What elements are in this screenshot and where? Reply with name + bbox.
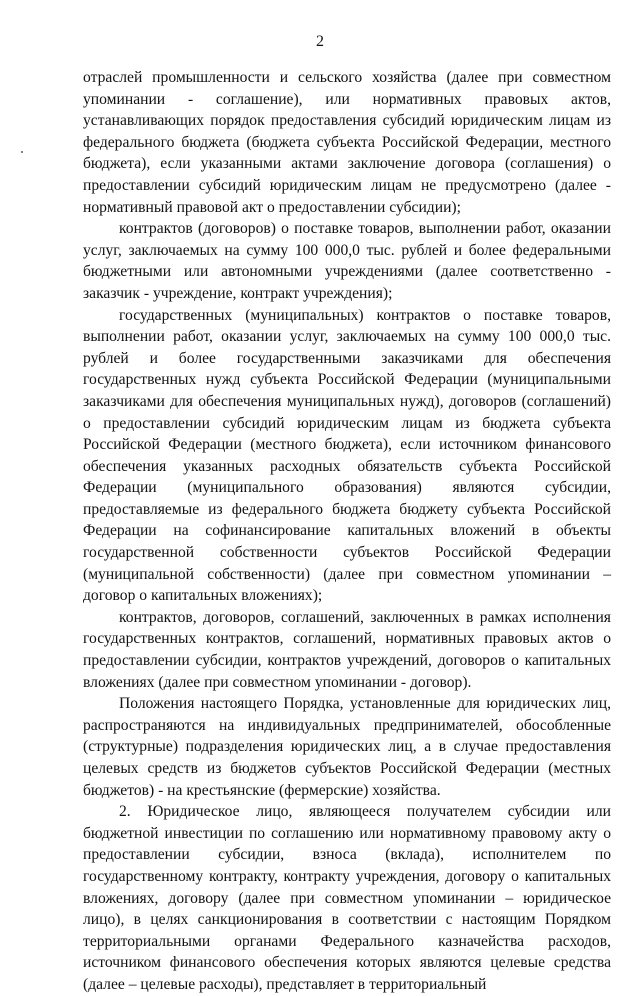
body-text <box>83 67 611 996</box>
scan-speck <box>21 151 23 153</box>
paragraph-item-2: 2. Юридическое лицо, являющееся получателем субсидии или бюджетной инвестиции по соглашению или нормативному правовому акту о предоставлении субсидии, взноса (вклада), исполнителем по государственному контракту, контракту учреждения, договору о капитальных вложениях, договору (далее при совместном упоминании – юридическое лицо), в целях санкционирования в соответствии с настоящим Порядком территориальными органами Федерального казначейства расходов, источником финансового обеспечения которых являются целевые средства (далее – целевые расходы), представляет в территориальный <box>83 803 611 993</box>
paragraph-continuation: отраслей промышленности и сельского хозяйства (далее при совместном упоминании - соглашение), или нормативных правовых актов, устанавливающих порядок предоставления субсидий юридическим лицам из федерального бюджета (бюджета субъекта Российской Федерации, местного бюджета), если указанными актами заключение договора (соглашения) о предоставлении субсидий юридическим лицам не предусмотрено (далее - нормативный правовой акт о предоставлении субсидии); <box>83 69 611 216</box>
paragraph-state-contracts: государственных (муниципальных) контрактов о поставке товаров, выполнении работ, оказании услуг, заключаемых на сумму 100 000,0 тыс. рублей и более государственными заказчиками для обеспечения государственных нужд субъекта Российской Федерации (муниципальными заказчиками для обеспечения муниципальных нужд), договоров (соглашений) о предоставлении субсидий юридическим лицам из бюджета субъекта Российской Федерации (местного бюджета), если источником финансового обеспечения указанных расходных обязательств субъекта Российской Федерации (муниципального образования) являются субсидии, предоставляемые из федерального бюджета бюджету субъекта Российской Федерации на софинансирование капитальных вложений в объекты государственной собственности субъектов Российской Федерации (муниципальной собственности) (далее при совместном упоминании – договор о капитальных вложениях); <box>83 306 611 605</box>
page-number: 2 <box>316 33 324 50</box>
paragraph-provisions: Положения настоящего Порядка, установленные для юридических лиц, распространяются на индивидуальных предпринимателей, обособленные (структурные) подразделения юридических лиц, а в случае предоставления целевых средств из бюджетов субъектов Российской Федерации (местных бюджетов) - на крестьянские (фермерские) хозяйства. <box>83 695 611 799</box>
paragraph-subcontracts: контрактов, договоров, соглашений, заключенных в рамках исполнения государственных контрактов, соглашений, нормативных правовых актов о предоставлении субсидии, контрактов учреждений, договоров о капитальных вложениях (далее при совместном упоминании - договор). <box>83 608 611 691</box>
paragraph-contracts-institutions: контрактов (договоров) о поставке товаров, выполнении работ, оказании услуг, заключаемых на сумму 100 000,0 тыс. рублей и более федеральными бюджетными или автономными учреждениями (далее соответственно - заказчик - учреждение, контракт учреждения); <box>83 220 611 302</box>
